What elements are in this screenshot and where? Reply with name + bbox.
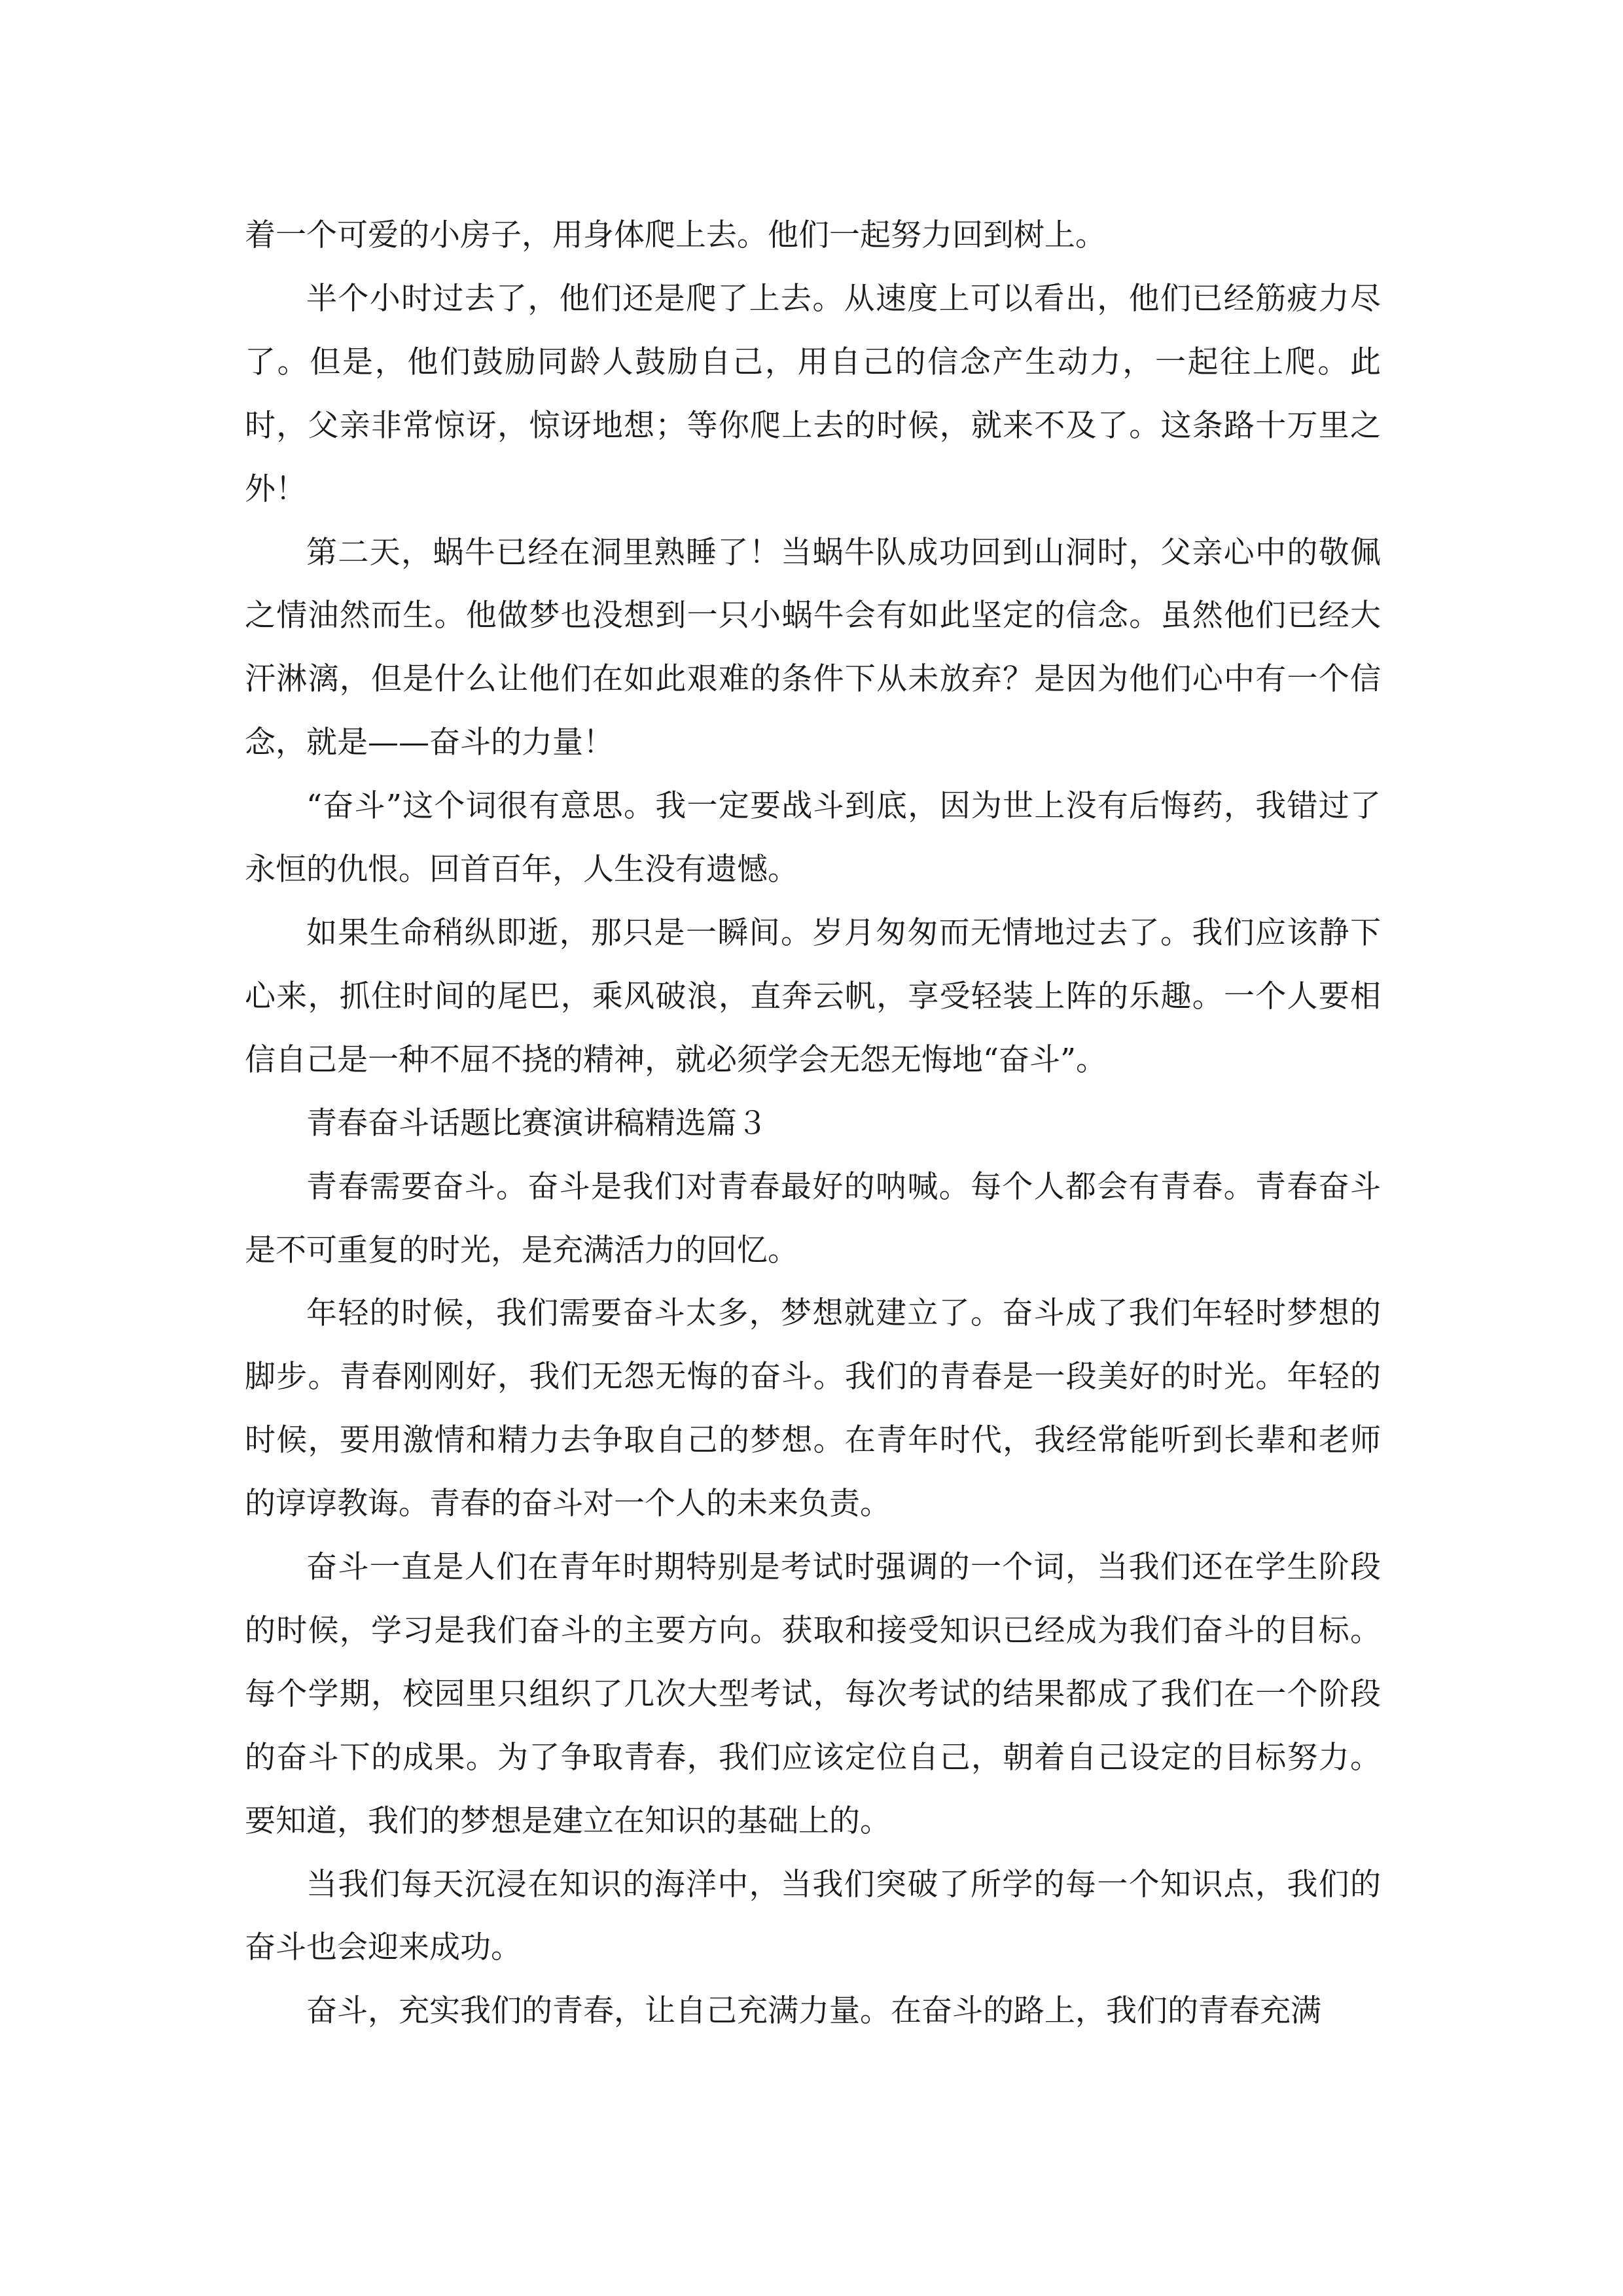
- paragraph: 第二天，蜗牛已经在洞里熟睡了！当蜗牛队成功回到山洞时，父亲心中的敬佩之情油然而生。他做梦也没想到一只小蜗牛会有如此坚定的信念。虽然他们已经大汗淋漓，但是什么让他们在如此艰难的条件下从未放弃？是因为他们心中有一个信念，就是——奋斗的力量！: [245, 534, 1381, 761]
- paragraph: 年轻的时候，我们需要奋斗太多，梦想就建立了。奋斗成了我们年轻时梦想的脚步。青春刚刚好，我们无怨无悔的奋斗。我们的青春是一段美好的时光。年轻的时候，要用激情和精力去争取自己的梦想。在青年时代，我经常能听到长辈和老师的谆谆教诲。青春的奋斗对一个人的未来负责。: [245, 1295, 1381, 1522]
- paragraph: 青春需要奋斗。奋斗是我们对青春最好的呐喊。每个人都会有青春。青春奋斗是不可重复的时光，是充满活力的回忆。: [245, 1168, 1381, 1268]
- paragraph: “奋斗”这个词很有意思。我一定要战斗到底，因为世上没有后悔药，我错过了永恒的仇恨。回首百年，人生没有遗憾。: [245, 788, 1381, 888]
- document-body: [245, 204, 1381, 2043]
- paragraph: 当我们每天沉浸在知识的海洋中，当我们突破了所学的每一个知识点，我们的奋斗也会迎来成功。: [245, 1866, 1381, 1966]
- paragraph: 半个小时过去了，他们还是爬了上去。从速度上可以看出，他们已经筋疲力尽了。但是，他们鼓励同龄人鼓励自己，用自己的信念产生动力，一起往上爬。此时，父亲非常惊讶，惊讶地想；等你爬上去的时候，就来不及了。这条路十万里之外！: [245, 280, 1381, 507]
- paragraph: 如果生命稍纵即逝，那只是一瞬间。岁月匆匆而无情地过去了。我们应该静下心来，抓住时间的尾巴，乘风破浪，直奔云帆，享受轻装上阵的乐趣。一个人要相信自己是一种不屈不挠的精神，就必须学会无怨无悔地“奋斗”。: [245, 914, 1381, 1078]
- paragraph: 奋斗，充实我们的青春，让自己充满力量。在奋斗的路上，我们的青春充满: [306, 1993, 1321, 2030]
- paragraph: 奋斗一直是人们在青年时期特别是考试时强调的一个词，当我们还在学生阶段的时候，学习是我们奋斗的主要方向。获取和接受知识已经成为我们奋斗的目标。每个学期，校园里只组织了几次大型考试，每次考试的结果都成了我们在一个阶段的奋斗下的成果。为了争取青春，我们应该定位自己，朝着自己设定的目标努力。要知道，我们的梦想是建立在知识的基础上的。: [245, 1549, 1381, 1839]
- section-heading: 青春奋斗话题比赛演讲稿精选篇３: [306, 1105, 768, 1141]
- paragraph-continued: 着一个可爱的小房子，用身体爬上去。他们一起努力回到树上。: [245, 217, 1106, 253]
